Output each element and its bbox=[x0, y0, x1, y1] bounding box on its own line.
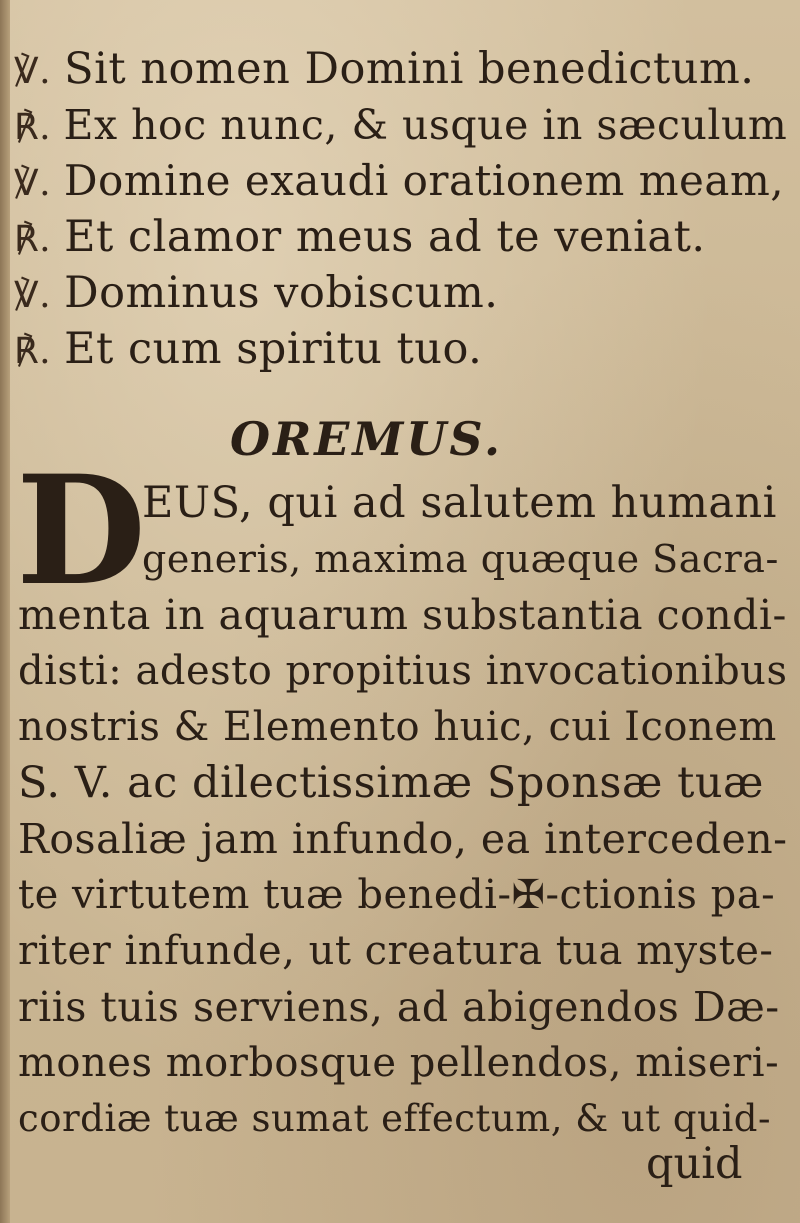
response-line bbox=[14, 96, 787, 157]
prayer-line: cordiæ tuæ sumat effectum, & ut quid- bbox=[18, 1097, 771, 1140]
versicle-text: Domine exaudi orationem meam, bbox=[63, 156, 785, 205]
versicle-sign: ℣. bbox=[14, 163, 52, 204]
prayer-line: mones morbosque pellendos, miseri- bbox=[18, 1040, 780, 1086]
catchword: quid bbox=[646, 1139, 743, 1189]
prayer-line: S. V. ac dilectissimæ Sponsæ tuæ bbox=[18, 758, 764, 808]
versicle-sign: ℣. bbox=[14, 275, 52, 316]
prayer-line: EUS, qui ad salutem humani bbox=[142, 478, 777, 528]
drop-cap-initial: D bbox=[16, 443, 147, 619]
response-text: Et clamor meus ad te veniat. bbox=[64, 212, 706, 262]
response-line bbox=[14, 208, 706, 269]
response-text: Et cum spiritu tuo. bbox=[64, 324, 483, 374]
prayer-line: riis tuis serviens, ad abigendos Dæ- bbox=[18, 983, 780, 1031]
prayer-line: te virtutem tuæ benedi-✠-ctionis pa- bbox=[18, 872, 776, 918]
versicle-sign: ℣. bbox=[14, 51, 52, 92]
prayer-line: disti: adesto propitius invocationibus bbox=[18, 648, 788, 694]
versicle-line bbox=[14, 264, 498, 325]
prayer-heading: OREMUS. bbox=[230, 412, 503, 466]
response-sign: ℟. bbox=[14, 219, 52, 260]
response-text: Ex hoc nunc, & usque in sæculum bbox=[63, 101, 788, 149]
prayer-line: Rosaliæ jam infundo, ea interceden- bbox=[18, 815, 788, 863]
page-gutter bbox=[0, 0, 10, 1223]
versicle-line bbox=[14, 152, 784, 213]
prayer-line: menta in aquarum substantia condi- bbox=[18, 591, 787, 639]
response-sign: ℟. bbox=[14, 107, 52, 148]
versicle-text: Sit nomen Domini benedictum. bbox=[64, 44, 755, 94]
prayer-line: riter infunde, ut creatura tua myste- bbox=[18, 928, 774, 974]
response-line bbox=[14, 320, 482, 381]
versicle-line bbox=[14, 40, 754, 101]
versicle-text: Dominus vobiscum. bbox=[64, 268, 499, 318]
prayer-line: generis, maxima quæque Sacra- bbox=[142, 537, 779, 581]
response-sign: ℟. bbox=[14, 331, 52, 372]
prayer-line: nostris & Elemento huic, cui Iconem bbox=[18, 704, 777, 750]
